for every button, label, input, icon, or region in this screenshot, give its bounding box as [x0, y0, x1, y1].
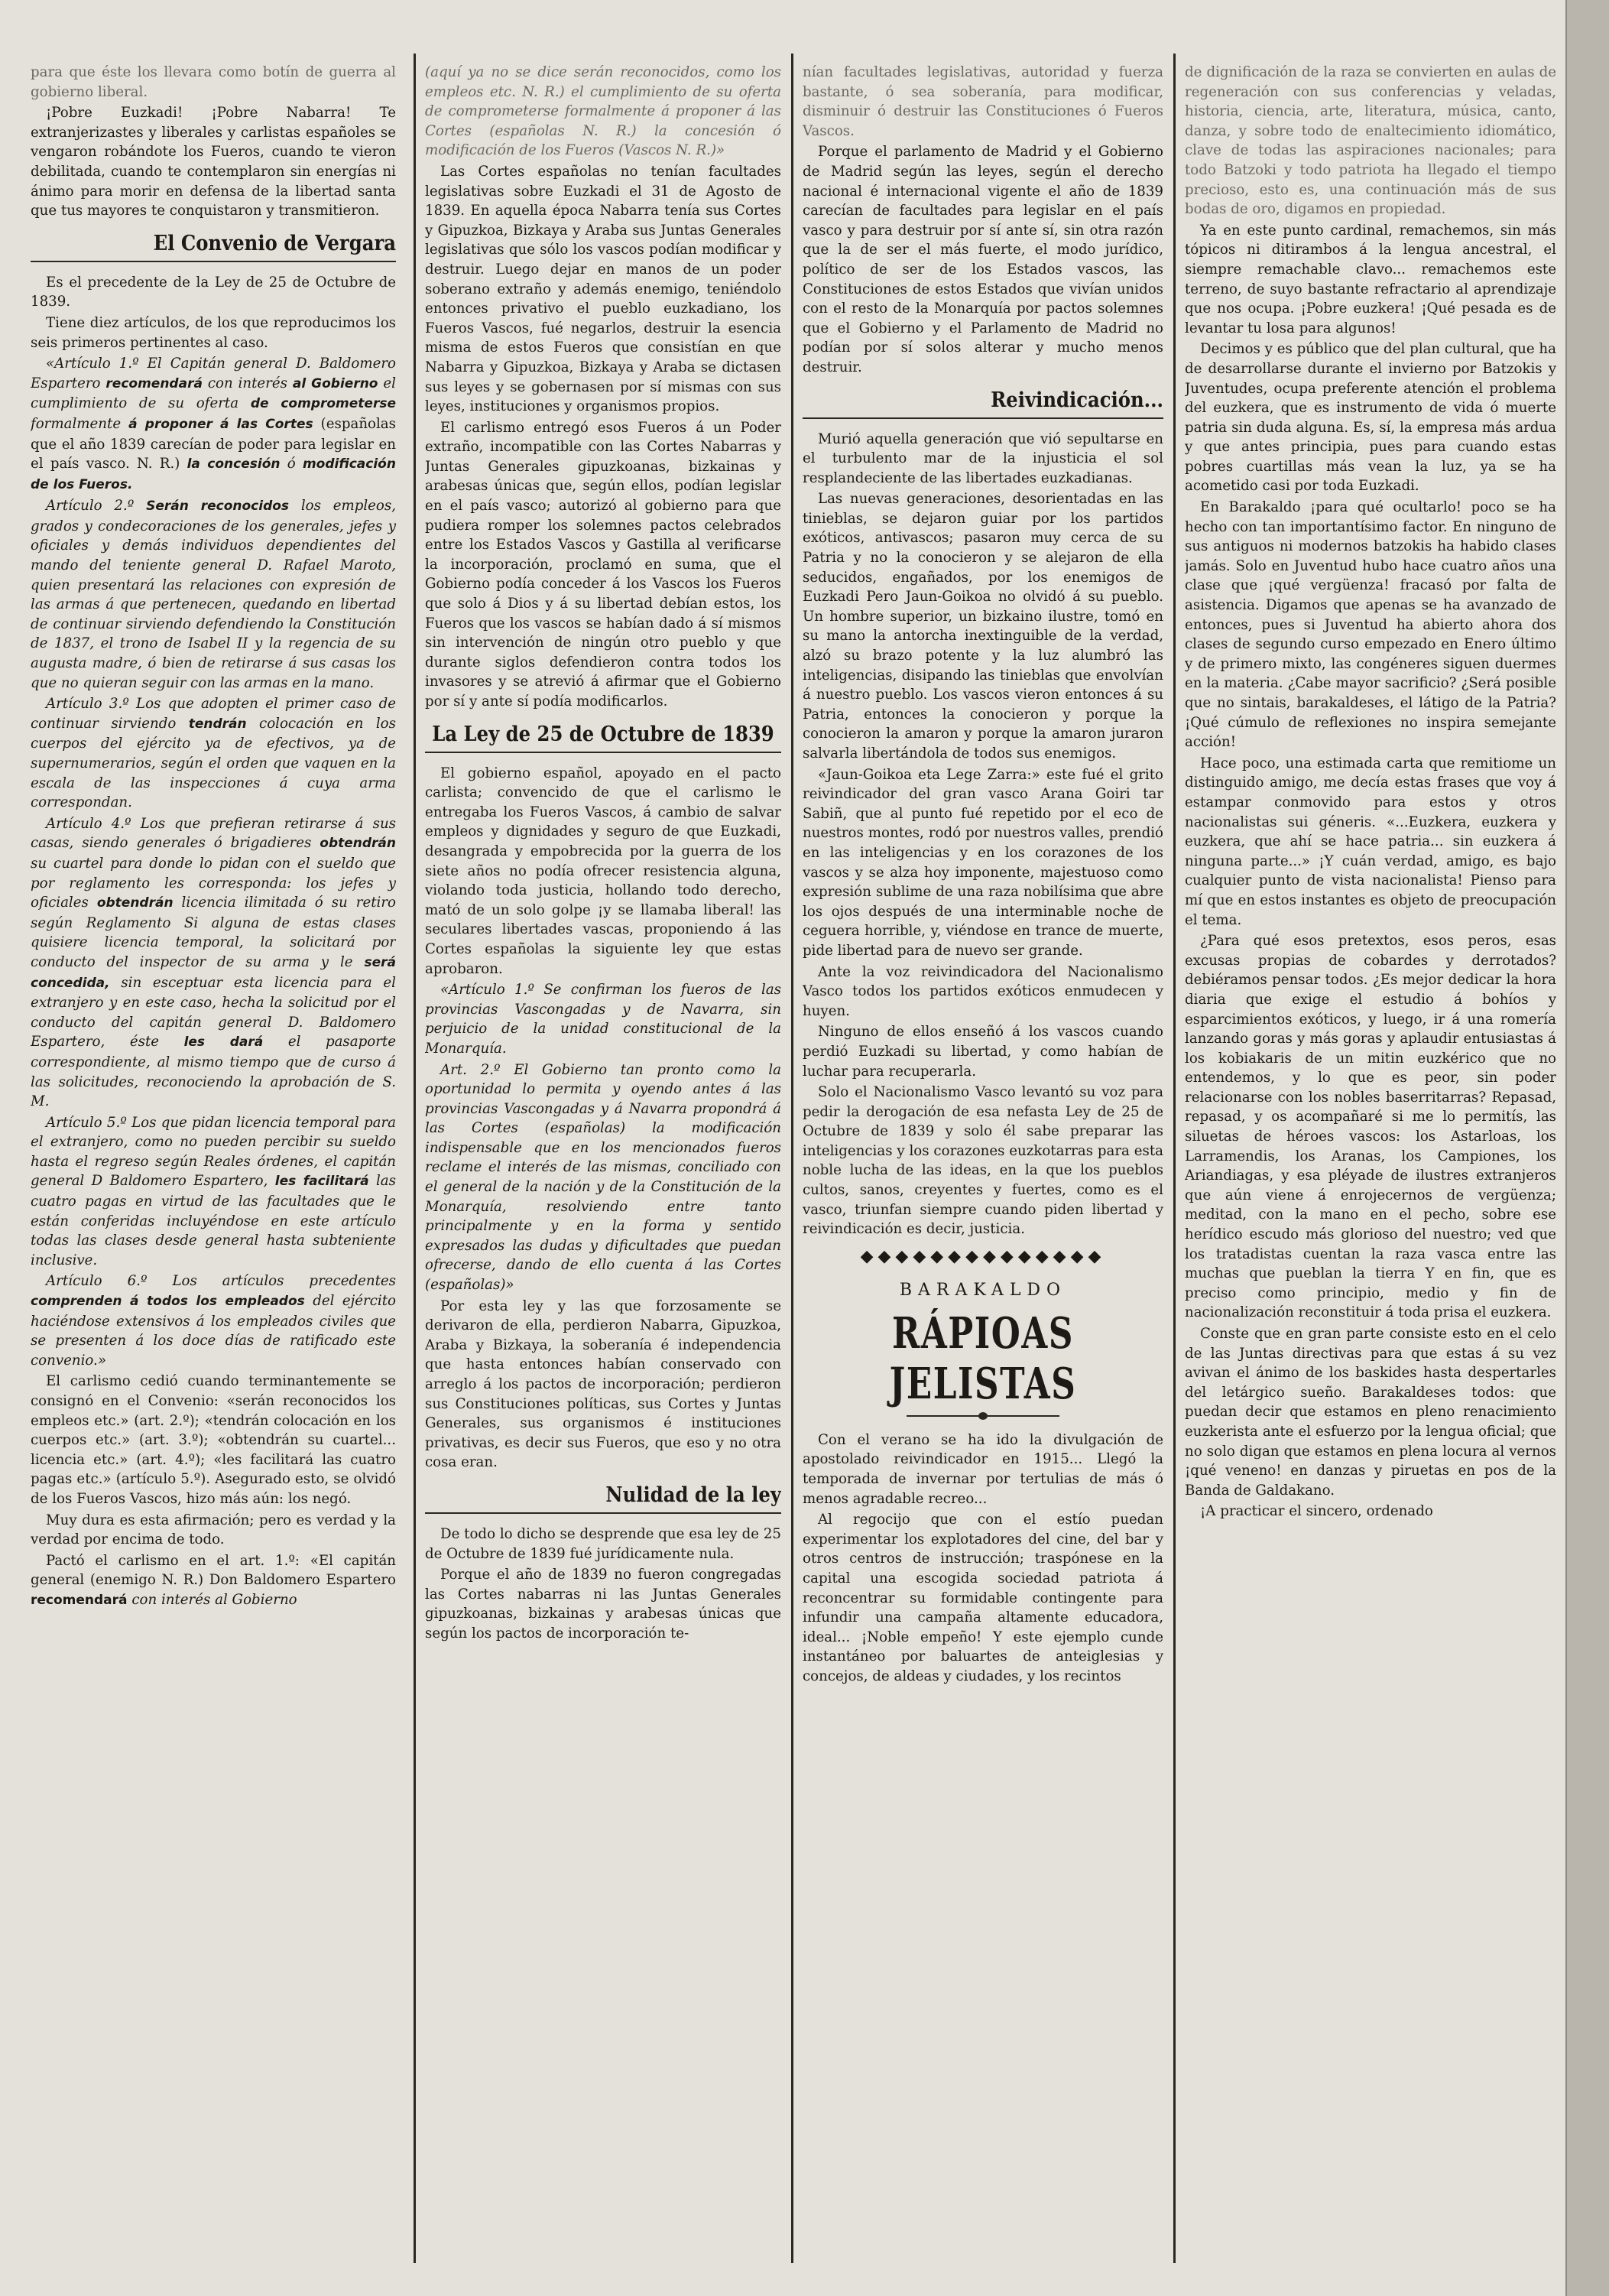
paragraph: Conste que en gran parte consiste esto en el celo de las Juntas directivas para que estas á su vez avivan el ánimo de los baskides hasta despertarles del letárgico sueño. Barakaldeses todos: que puedan decir que estamos en pleno renacimiento euzkerista ante el esfuerzo por la lengua oficial; que no solo digan que estamos en plena locura al vernos ¡qué veneno! en danzas y piruetas en pos de la Banda de Galdakano.	[1185, 1326, 1556, 1499]
column-3	[803, 63, 1163, 2276]
paragraph: ¿Para qué esos pretextos, esos peros, esas excusas propias de cobardes y derrotados? debiéramos pensar todos. ¿Es mejor dedicar la hora diaria que exige el estudio á bohíos y esparcimientos exóticos, y luego, ir á una romería lanzando goras y más goras y aplaudir entusiastas á los kobiakaris de un mitin euzkérico que no entendemos, y lo que es peor, sin poder relacionarse con los nobles baserritarras? Repasad, repasad, y os acompañaré si me lo permitís, las siluetas de héroes vascos: los Astarloas, los Larramendis, los Aranas, los Campiones, los Ariandiagas, y esa pléyade de ilustres extranjeros que aún viene á enrojecernos de vergüenza; meditad, con la mano en el pecho, sobre ese herídico escudo más glorioso del nuestro; ved que los tratadistas cuentan la raza vasca entre las muchas que pueblan la tierra Y en fin, que es preciso como principio, medio y fin de nacionalización reconstituir á toda prisa el euzkera.	[1185, 933, 1556, 1321]
paragraph: Al regocijo que con el estío puedan experimentar los explotadores del cine, del bar y otros centros de instrucción; traspónese en la capital una escogida sociedad patriota á reconcentrar su formidable contingente para infundir una campaña altamente educadora, ideal... ¡Noble empeño! Y este ejemplo cunde instantáneo por baluartes de anteiglesias y concejos, de aldeas y ciudades, y los recintos	[803, 1512, 1163, 1684]
paragraph: En Barakaldo ¡para qué ocultarlo! poco se ha hecho con tan importantísimo factor. En ninguno de sus antiguos ni modernos batzokis ha habido clases jamás. Solo en Juventud hubo hace cuatro años una clase que ¡qué vergüenza! fracasó por falta de asistencia. Digamos que apenas se ha avanzado de entonces, pues si Juventud ha abierto ahora dos clases de segundo curso empezado en Enero último y de primero mixto, las congéneres siguen duermes en la materia. ¿Cabe mayor sacrificio? ¿Será posible que no sintais, barakaldeses, el látigo de la Patria? ¡Qué cúmulo de reflexiones no inspira semejante acción!	[1185, 499, 1556, 751]
paragraph: Las nuevas generaciones, desorientadas en las tinieblas, se dejaron guiar por los partidos exóticos, antivascos; pasaron muy cerca de su Patria y no la conocieron y se alejaron de ella seducidos, engañados, por los enemigos de Euzkadi Pero Jaun-Goikoa no olvidó á su pueblo. Un hombre superior, un bizkaino ilustre, tomó en su mano la antorcha inextinguible de la verdad, alzó su brazo potente y la luz alumbró las inteligencias, disipando las tinieblas que envolvían á nuestro pueblo. Los vascos vieron entonces á su Patria, entonces la conocieron y porque la conocieron la amaron y porque la amaron juraron salvarla libertándola de todos sus enemigos.	[803, 491, 1163, 762]
paragraph: Ya en este punto cardinal, remachemos, sin más tópicos ni ditirambos á la lengua ancestral, el siempre remachable clavo... remachemos este terreno, de suyo bastante refractario al aprendizaje que nos ocupa. ¡Pobre euzkera! ¡Qué pesada es de levantar tu losa para algunos!	[1185, 222, 1556, 336]
law-article-2: Art. 2.º El Gobierno tan pronto como la oportunidad lo permita y oyendo antes á las provincias Vascongadas y á Navarra propondrá á las Cortes (españolas) la modificación indispensable que en los mencionados fueros reclame el interés de las mismas, conciliado con el general de la nación y de la Constitución de la Monarquía, resolviendo entre tanto principalmente y en la forma y sentido expresados las dudas y dificultades que puedan ofrecerse, dando de ello cuenta á las Cortes (españolas)»	[425, 1061, 781, 1294]
ornament-divider: ◆◆◆◆◆◆◆◆◆◆◆◆◆◆	[860, 1246, 1106, 1266]
paragraph: El carlismo cedió cuando terminantemente se consignó en el Convenio: «serán reconocidos los empleos etc.» (art. 2.º); «tendrán colocación en los cuerpos etc.» (art. 3.º); «obtendrán su cuartel... licencia etc.» (art. 4.º); «les facilitará las cuatro pagas etc.» (artículo 5.º). Asegurado esto, se olvidó de los Fueros Vascos, hizo más aún: los negó.	[31, 1373, 396, 1507]
column-4	[1185, 63, 1556, 2276]
ornament-rule	[907, 1412, 1059, 1420]
article-6: Artículo 6.º Los artículos precedentes comprenden á todos los empleados del ejército haciéndose extensivos á los empleados civiles que se presenten á los doce días de ratificado este convenio.»	[31, 1273, 396, 1369]
paragraph: Las Cortes españolas no tenían facultades legislativas sobre Euzkadi el 31 de Agosto de 1839. En aquella época Nabarra tenía sus Cortes y Gipuzkoa, Bizkaya y Araba sus Juntas Generales legislativas que sólo los vascos podían modificar y destruir. Luego dejar en manos de un poder soberano extraño y además enemigo, teniéndolo entonces privativo el pueblo euzkadiano, los Fueros Vascos, fué negarlos, destruir la esencia misma de estos Fueros que consistían en que Nabarra y Gipuzkoa, Bizkaya y Araba se dictasen sus leyes y se gobernasen por sí mismas con sus leyes, instituciones y organismos propios.	[425, 163, 781, 415]
paragraph: Decimos y es público que del plan cultural, que ha de desarrollarse durante el invierno por Batzokis y Juventudes, ocupa preferente atención el problema del euzkera, que es instrumento de vida ó muerte patria sin duda alguna. Es, sí, la empresa más ardua y que antes principia, pues para cuando estas pobres cuartillas más vean la luz, ya se ha acometido casi por toda Euzkadi.	[1185, 341, 1556, 495]
column-rule	[1173, 54, 1176, 2263]
article-2: Artículo 2.º Serán reconocidos los empleos, grados y condecoraciones de los generales, jefes y oficiales y demás individuos dependientes del mando del teniente general D. Rafael Maroto, quien presentará las relaciones con expresión de las armas á que pertenecen, quedando en libertad de continuar sirviendo defendiendo la Constitución de 1837, el trono de Isabel II y la regencia de su augusta madre, ó bien de retirarse á sus casas los que no quieran seguir con las armas en la mano.	[31, 498, 396, 691]
law-article-1: «Artículo 1.º Se confirman los fueros de las provincias Vascongadas y de Navarra, sin perjuicio de la unidad constitucional de la Monarquía.	[425, 982, 781, 1057]
paragraph: Por esta ley y las que forzosamente se derivaron de ella, perdieron Nabarra, Gipuzkoa, Araba y Bizkaya, la soberanía é independencia que hasta entonces habían conservado con arreglo á los pactos de incorporación; perdieron sus Constituciones políticas, sus Cortes y Juntas Generales, sus organismos é instituciones privativas, es decir sus Fueros, que eso y no otra cosa eran.	[425, 1297, 781, 1471]
paragraph: Hace poco, una estimada carta que remitiome un distinguido amigo, me decía estas frases que voy á estampar conmovido para estos y otros nacionalistas sui géneris. «...Euzkera, euzkera y euzkera, que ahí se hace patria... sin euzkera á ninguna parte...» ¡Y cuán verdad, amigo, es bajo cualquier punto de vista nacionalista! Pienso para mí que en estos instantes es objeto de preocupación el tema.	[1185, 755, 1556, 928]
article-3: Artículo 3.º Los que adopten el primer caso de continuar sirviendo tendrán colocación en los cuerpos del ejército ya de efectivos, ya de supernumerarios, según el orden que vaquen en la escala de las inspecciones á cuya arma correspondan.	[31, 696, 396, 811]
paragraph: Porque el parlamento de Madrid y el Gobierno de Madrid según las leyes, según el derecho nacional é internacional vigente el año de 1839 carecían de facultades para legislar en el país vasco y para destruir por sí ante sí, sin otra razón que la de ser el más fuerte, el modo jurídico, político de ser de los Estados vascos, las Constituciones de estos Estados que vivían unidos con el resto de la Monarquía por pactos solemnes que el Gobierno y el Parlamento de Madrid no podían por sí solos alterar y mucho menos destruir.	[803, 144, 1163, 375]
page-edge	[1565, 0, 1609, 2296]
column-rule	[791, 54, 793, 2263]
paragraph: Porque el año de 1839 no fueron congregadas las Cortes nabarras ni las Juntas Generales gipuzkoanas, bizkainas y arabesas únicas que según los pactos de incorporación te-	[425, 1567, 781, 1642]
paragraph: Es el precedente de la Ley de 25 de Octubre de 1839.	[31, 274, 396, 310]
paragraph: Con el verano se ha ido la divulgación de apostolado reivindicador en 1915... Llegó la temporada de invernar por tertulias de más ó menos agradable recreo...	[803, 1431, 1163, 1507]
paragraph: Pactó el carlismo en el art. 1.º: «El capitán general (enemigo N. R.) Don Baldomero Espartero recomendará con interés al Gobierno	[31, 1552, 396, 1608]
paragraph: Muy dura es esta afirmación; pero es verdad y la verdad por encima de todo.	[31, 1512, 396, 1548]
section-heading-reivindicacion: Reivindicación...	[803, 388, 1163, 419]
column-2	[425, 63, 781, 2276]
column-1	[31, 63, 396, 2276]
paragraph: nían facultades legislativas, autoridad y fuerza bastante, ó sea soberanía, para modificar, disminuir ó destruir las Constituciones ó Fueros Vascos.	[803, 64, 1163, 139]
paragraph: Ante la voz reivindicadora del Nacionalismo Vasco todos los partidos exóticos enmudecen y huyen.	[803, 963, 1163, 1019]
article-headline: RÁPIOAS JELISTAS	[889, 1307, 1077, 1409]
paragraph: ¡Pobre Euzkadi! ¡Pobre Nabarra! Te extranjerizastes y liberales y carlistas españoles se vengaron robándote los Fueros, cuando te vieron debilitada, cuando te contemplaron sin energías ni ánimo para morir en defensa de la libertad santa que tus mayores te conquistaron y transmitieron.	[31, 105, 396, 219]
paragraph: para que éste los llevara como botín de guerra al gobierno liberal.	[31, 64, 396, 100]
paragraph: «Jaun-Goikoa eta Lege Zarra:» este fué el grito reivindicador del gran vasco Arana Goiri tar Sabiñ, que al punto fué repetido por el eco de nuestros montes, rodó por nuestros valles, prendió en las inteligencias y en los corazones de los vascos y se alza hoy imponente, majestuoso como expresión sublime de una raza nobilísima que abre los ojos después de una interminable noche de ceguera horrible, y, viéndose en trance de muerte, pide libertad para de nuevo ser grande.	[803, 766, 1163, 959]
paragraph: Murió aquella generación que vió sepultarse en el turbulento mar de la injusticia el sol resplandeciente de las libertades euzkadianas.	[803, 430, 1163, 486]
paragraph: Ninguno de ellos enseñó á los vascos cuando perdió Euzkadi su libertad, y como habían de luchar para recuperarla.	[803, 1024, 1163, 1080]
article-5: Artículo 5.º Los que pidan licencia temporal para el extranjero, como no pueden percibir su sueldo hasta el regreso según Reales órdenes, el capitán general D Baldomero Espartero, les facilitará las cuatro pagas en virtud de las facultades que le están conferidas incluyéndose en este artículo todas las clases desde general hasta subteniente inclusive.	[31, 1114, 396, 1268]
paragraph: Solo el Nacionalismo Vasco levantó su voz para pedir la derogación de esa nefasta Ley de 25 de Octubre de 1839 y solo él sabe preparar las inteligencias y los corazones euzkotarras para esta noble lucha de las ideas, en la que los pueblos cultos, sanos, creyentes y fuertes, como es el vasco, triunfan siempre cuando piden libertad y reivindicación es decir, justicia.	[803, 1084, 1163, 1238]
article-1: «Artículo 1.º El Capitán general D. Baldomero Espartero recomendará con interés al Gobierno el cumplimiento de su oferta de comprometerse formalmente á proponer á las Cortes (españolas que el año 1839 carecían de poder para legislar en el país vasco. N. R.) la concesión ó modificación de los Fueros.	[31, 356, 396, 492]
article-4: Artículo 4.º Los que prefieran retirarse á sus casas, siendo generales ó brigadieres obtendrán su cuartel para donde lo pidan con el sueldo que por reglamento les corresponda: los jefes y oficiales obtendrán licencia ilimitada ó su retiro según Reglamento Si alguna de estas clases quisiere licencia temporal, la solicitará por conducto del inspector de su arma y le será concedida, sin esceptuar esta licencia para el extranjero y en este caso, hecha la solicitud por el conducto del capitán general D. Baldomero Espartero, éste les dará el pasaporte correspondiente, al mismo tiempo que de curso á las solicitudes, reconociendo la aprobación de S. M.	[31, 815, 396, 1110]
column-rule	[414, 54, 416, 2263]
paragraph: ¡A practicar el sincero, ordenado	[1200, 1503, 1433, 1520]
paragraph: (aquí ya no se dice serán reconocidos, como los empleos etc. N. R.) el cumplimiento de su oferta de comprometerse formalmente á proponer á las Cortes (españolas N. R.) la concesión ó modificación de los Fueros (Vascos N. R.)»	[425, 64, 781, 159]
paragraph: de dignificación de la raza se convierten en aulas de regeneración con sus conferencias y veladas, historia, ciencia, arte, literatura, música, canto, danza, y sobre todo de enaltecimiento idiomático, clave de todas las aspiraciones nacionales; para todo Batzoki y todo patriota ha llegado el tiempo precioso, esto es, una continuación más de sus bodas de oro, digamos en propiedad.	[1185, 64, 1556, 218]
dateline: BARAKALDO	[899, 1280, 1067, 1300]
paragraph: El gobierno español, apoyado en el pacto carlista; convencido de que el carlismo le entregaba los Fueros Vascos, á cambio de salvar empleos y dignidades y seguro de que Euzkadi, desangrada y empobrecida por la guerra de los siete años no podía ofrecer resistencia alguna, violando toda justicia, hollando todo derecho, mató de un solo golpe ¡y se llamaba liberal! las seculares libertades vascas, proponiendo á las Cortes españolas la siguiente ley que estas aprobaron.	[425, 765, 781, 977]
paragraph: El carlismo entregó esos Fueros á un Poder extraño, incompatible con las Cortes Nabarras y Juntas Generales gipuzkoanas, bizkainas y arabesas únicas que, según ellos, podían legislar en el país vasco; autorizó al gobierno para que pudiera romper los solemnes pactos celebrados entre los Estados Vascos y Gastilla al verificarse la incorporación, proclamó en suma, que el Gobierno podía conceder á los Vascos los Fueros que solo á Dios y á su libertad debían estos, los Fueros que los vascos se habían dado á sí mismos sin intervención de ningún otro pueblo y que durante siglos defendieron contra todos los invasores y se atrevió á afirmar que el Gobierno por sí y ante sí podía modificarlos.	[425, 419, 781, 710]
paragraph: Tiene diez artículos, de los que reproducimos los seis primeros pertinentes al caso.	[31, 314, 396, 351]
paragraph: De todo lo dicho se desprende que esa ley de 25 de Octubre de 1839 fué jurídicamente nula.	[425, 1525, 781, 1562]
section-heading-ley: La Ley de 25 de Octubre de 1839	[425, 723, 781, 753]
section-heading-nulidad: Nulidad de la ley	[425, 1483, 781, 1514]
section-heading-convenio: El Convenio de Vergara	[31, 232, 396, 262]
